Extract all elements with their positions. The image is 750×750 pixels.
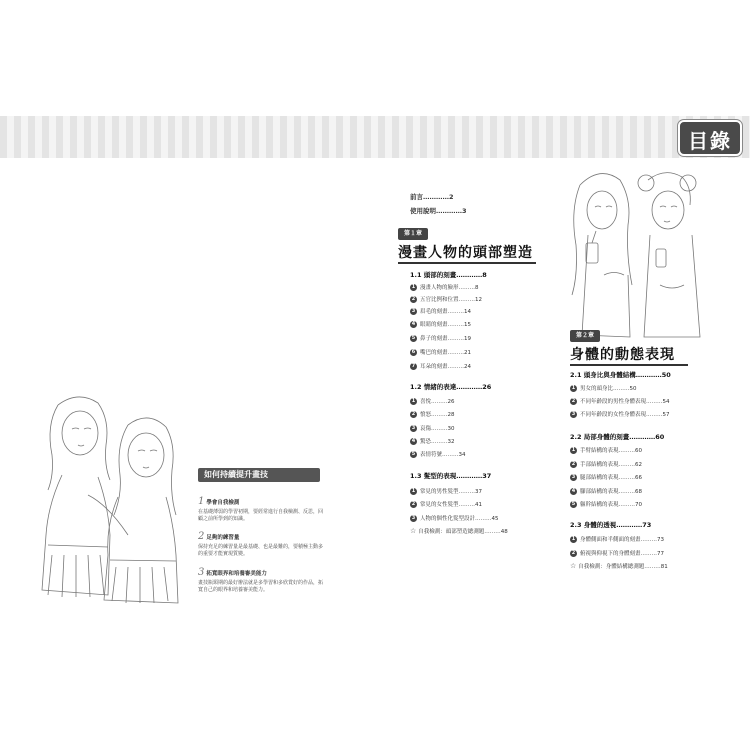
toc-item-label: 常見的女性髮型………41 xyxy=(420,502,482,508)
toc-item-label: 喜悅………26 xyxy=(420,399,455,405)
tip-body: 保持充足的練習量是最基礎、也是最難的，要積極主動多的重要才能實現質變。 xyxy=(198,544,324,557)
toc-item-label: 驚恐………32 xyxy=(420,439,455,445)
toc-item[interactable] xyxy=(410,527,508,535)
toc-item[interactable] xyxy=(410,410,455,418)
item-number-badge: 1 xyxy=(411,397,416,404)
toc-entry-preface[interactable]: 前言…………2 xyxy=(410,193,454,201)
toc-item-label: 哀傷………30 xyxy=(420,426,455,432)
section-heading[interactable]: 2.2 局部身體的刻畫…………60 xyxy=(570,433,665,441)
chapter2-rule xyxy=(570,364,688,366)
tip-title: 拓寬眼界和培養審美能力 xyxy=(206,571,267,577)
item-number-badge: 3 xyxy=(571,410,576,417)
toc-item[interactable] xyxy=(570,487,642,495)
toc-item-label: 腿部結構的表現………66 xyxy=(580,475,642,481)
toc-item-label: 身體側面和半側面的刻畫………73 xyxy=(580,537,664,543)
section-heading[interactable]: 1.3 髮型的表現…………37 xyxy=(410,472,492,480)
toc-title-box xyxy=(678,120,742,156)
item-number-badge: 4 xyxy=(411,320,416,327)
tip-item xyxy=(198,489,324,523)
tip-item xyxy=(198,560,324,594)
toc-item-label: 自我檢測：身體結構總測題………81 xyxy=(578,564,668,570)
toc-item-label: 憤怒………28 xyxy=(420,412,455,418)
toc-entry-usage[interactable]: 使用說明…………3 xyxy=(410,207,467,215)
toc-item[interactable] xyxy=(570,473,642,481)
toc-item-label: 漫畫人物的臉形………8 xyxy=(420,285,479,291)
toc-item[interactable] xyxy=(410,348,471,356)
toc-item-label: 眼睛的刻畫………15 xyxy=(420,322,471,328)
toc-item[interactable] xyxy=(410,500,482,508)
right-illustration xyxy=(560,165,710,340)
item-number-badge: 5 xyxy=(411,450,416,457)
tip-number: 2 xyxy=(198,531,205,542)
chapter1-badge-label: 第１章 xyxy=(403,230,422,237)
toc-item-label: 表情符號………34 xyxy=(420,452,466,458)
item-number-badge: 2 xyxy=(411,410,416,417)
toc-item-label: 耳朵的刻畫………24 xyxy=(420,364,471,370)
section-heading[interactable]: 2.1 頭身比與身體結構…………50 xyxy=(570,371,671,379)
toc-item-label: 手臂結構的表現………60 xyxy=(580,448,642,454)
item-number-badge: 2 xyxy=(571,460,576,467)
tip-body: 畫技瓶頸期的最好辦法就是多學習和多欣賞好的作品，拓寬自己的眼界和培養審美能力。 xyxy=(198,580,324,593)
chapter2-title: 身體的動態表現 xyxy=(570,347,675,363)
item-number-badge: 4 xyxy=(571,487,576,494)
toc-item[interactable] xyxy=(410,437,455,445)
tip-number: 3 xyxy=(198,567,205,578)
star-icon: ☆ xyxy=(570,562,577,570)
toc-item[interactable] xyxy=(570,397,670,405)
item-number-badge: 1 xyxy=(411,283,416,290)
chapter1-badge xyxy=(398,228,428,240)
toc-item-label: 軀幹結構的表現………70 xyxy=(580,502,642,508)
item-number-badge: 3 xyxy=(411,307,416,314)
tip-number: 1 xyxy=(198,496,205,507)
toc-item-label: 五官比例和位置………12 xyxy=(420,297,482,303)
toc-item[interactable] xyxy=(570,549,664,557)
toc-item[interactable] xyxy=(410,487,482,495)
toc-item[interactable] xyxy=(410,295,482,303)
tip-title: 足夠的練習量 xyxy=(206,535,240,541)
toc-item-label: 人物的個性化髮型設計………45 xyxy=(420,516,499,522)
item-number-badge: 2 xyxy=(411,500,416,507)
tip-item xyxy=(198,524,324,558)
item-number-badge: 3 xyxy=(571,473,576,480)
toc-item[interactable] xyxy=(570,384,637,392)
toc-item[interactable] xyxy=(410,283,479,291)
tips-heading: 如何持續提升畫技 xyxy=(204,470,268,479)
toc-item-label: 不同年齡段的男性身體表現………54 xyxy=(580,399,670,405)
item-number-badge: 6 xyxy=(411,348,416,355)
item-number-badge: 1 xyxy=(571,384,576,391)
chapter1-rule xyxy=(398,262,536,264)
tip-title: 學會自我檢測 xyxy=(206,500,240,506)
item-number-badge: 5 xyxy=(571,500,576,507)
section-heading[interactable]: 2.3 身體的透視…………73 xyxy=(570,521,652,529)
toc-item-label: 男女的頭身比………50 xyxy=(580,386,637,392)
item-number-badge: 3 xyxy=(411,424,416,431)
toc-item[interactable] xyxy=(570,562,668,570)
chapter2-badge-label: 第２章 xyxy=(575,332,594,339)
toc-item-label: 腳部結構的表現………68 xyxy=(580,489,642,495)
left-illustration xyxy=(18,385,198,610)
section-heading[interactable]: 1.1 頭部的刻畫…………8 xyxy=(410,271,487,279)
toc-item-label: 嘴巴的刻畫………21 xyxy=(420,350,471,356)
item-number-badge: 5 xyxy=(411,334,416,341)
toc-item[interactable] xyxy=(410,362,471,370)
toc-item[interactable] xyxy=(410,450,466,458)
item-number-badge: 3 xyxy=(411,514,416,521)
toc-item[interactable] xyxy=(570,460,642,468)
toc-item[interactable] xyxy=(410,397,455,405)
item-number-badge: 2 xyxy=(571,397,576,404)
item-number-badge: 1 xyxy=(571,535,576,542)
item-number-badge: 2 xyxy=(411,295,416,302)
toc-item[interactable] xyxy=(410,514,499,522)
item-number-badge: 1 xyxy=(571,446,576,453)
toc-item[interactable] xyxy=(570,535,664,543)
item-number-badge: 7 xyxy=(411,362,416,369)
toc-item-label: 鼻子的刻畫………19 xyxy=(420,336,471,342)
toc-title: 目錄 xyxy=(688,129,732,153)
toc-item[interactable] xyxy=(410,334,471,342)
toc-item-label: 眉毛的刻畫………14 xyxy=(420,309,471,315)
star-icon: ☆ xyxy=(410,527,417,535)
toc-item-label: 常見的男性髮型………37 xyxy=(420,489,482,495)
toc-item[interactable] xyxy=(410,320,471,328)
header-stripe xyxy=(0,116,750,158)
toc-item[interactable] xyxy=(570,446,642,454)
tips-heading-box xyxy=(198,468,320,482)
toc-item-label: 不同年齡段的女性身體表現………57 xyxy=(580,412,670,418)
section-heading[interactable]: 1.2 情緒的表達…………26 xyxy=(410,383,492,391)
chapter1-title: 漫畫人物的頭部塑造 xyxy=(398,245,533,261)
toc-item[interactable] xyxy=(410,424,455,432)
toc-item[interactable] xyxy=(570,410,670,418)
chapter2-badge xyxy=(570,330,600,342)
toc-item[interactable] xyxy=(570,500,642,508)
toc-item-label: 自我檢測：頭部塑造總測題………48 xyxy=(418,529,508,535)
toc-item-label: 俯視與仰視下的身體刻畫………77 xyxy=(580,551,664,557)
toc-item[interactable] xyxy=(410,307,471,315)
tip-body: 在基礎薄弱的學習初期，要經常進行自我檢測、反思，回顧之前所學到的知識。 xyxy=(198,509,324,522)
item-number-badge: 2 xyxy=(571,549,576,556)
toc-item-label: 手部結構的表現………62 xyxy=(580,462,642,468)
item-number-badge: 1 xyxy=(411,487,416,494)
item-number-badge: 4 xyxy=(411,437,416,444)
